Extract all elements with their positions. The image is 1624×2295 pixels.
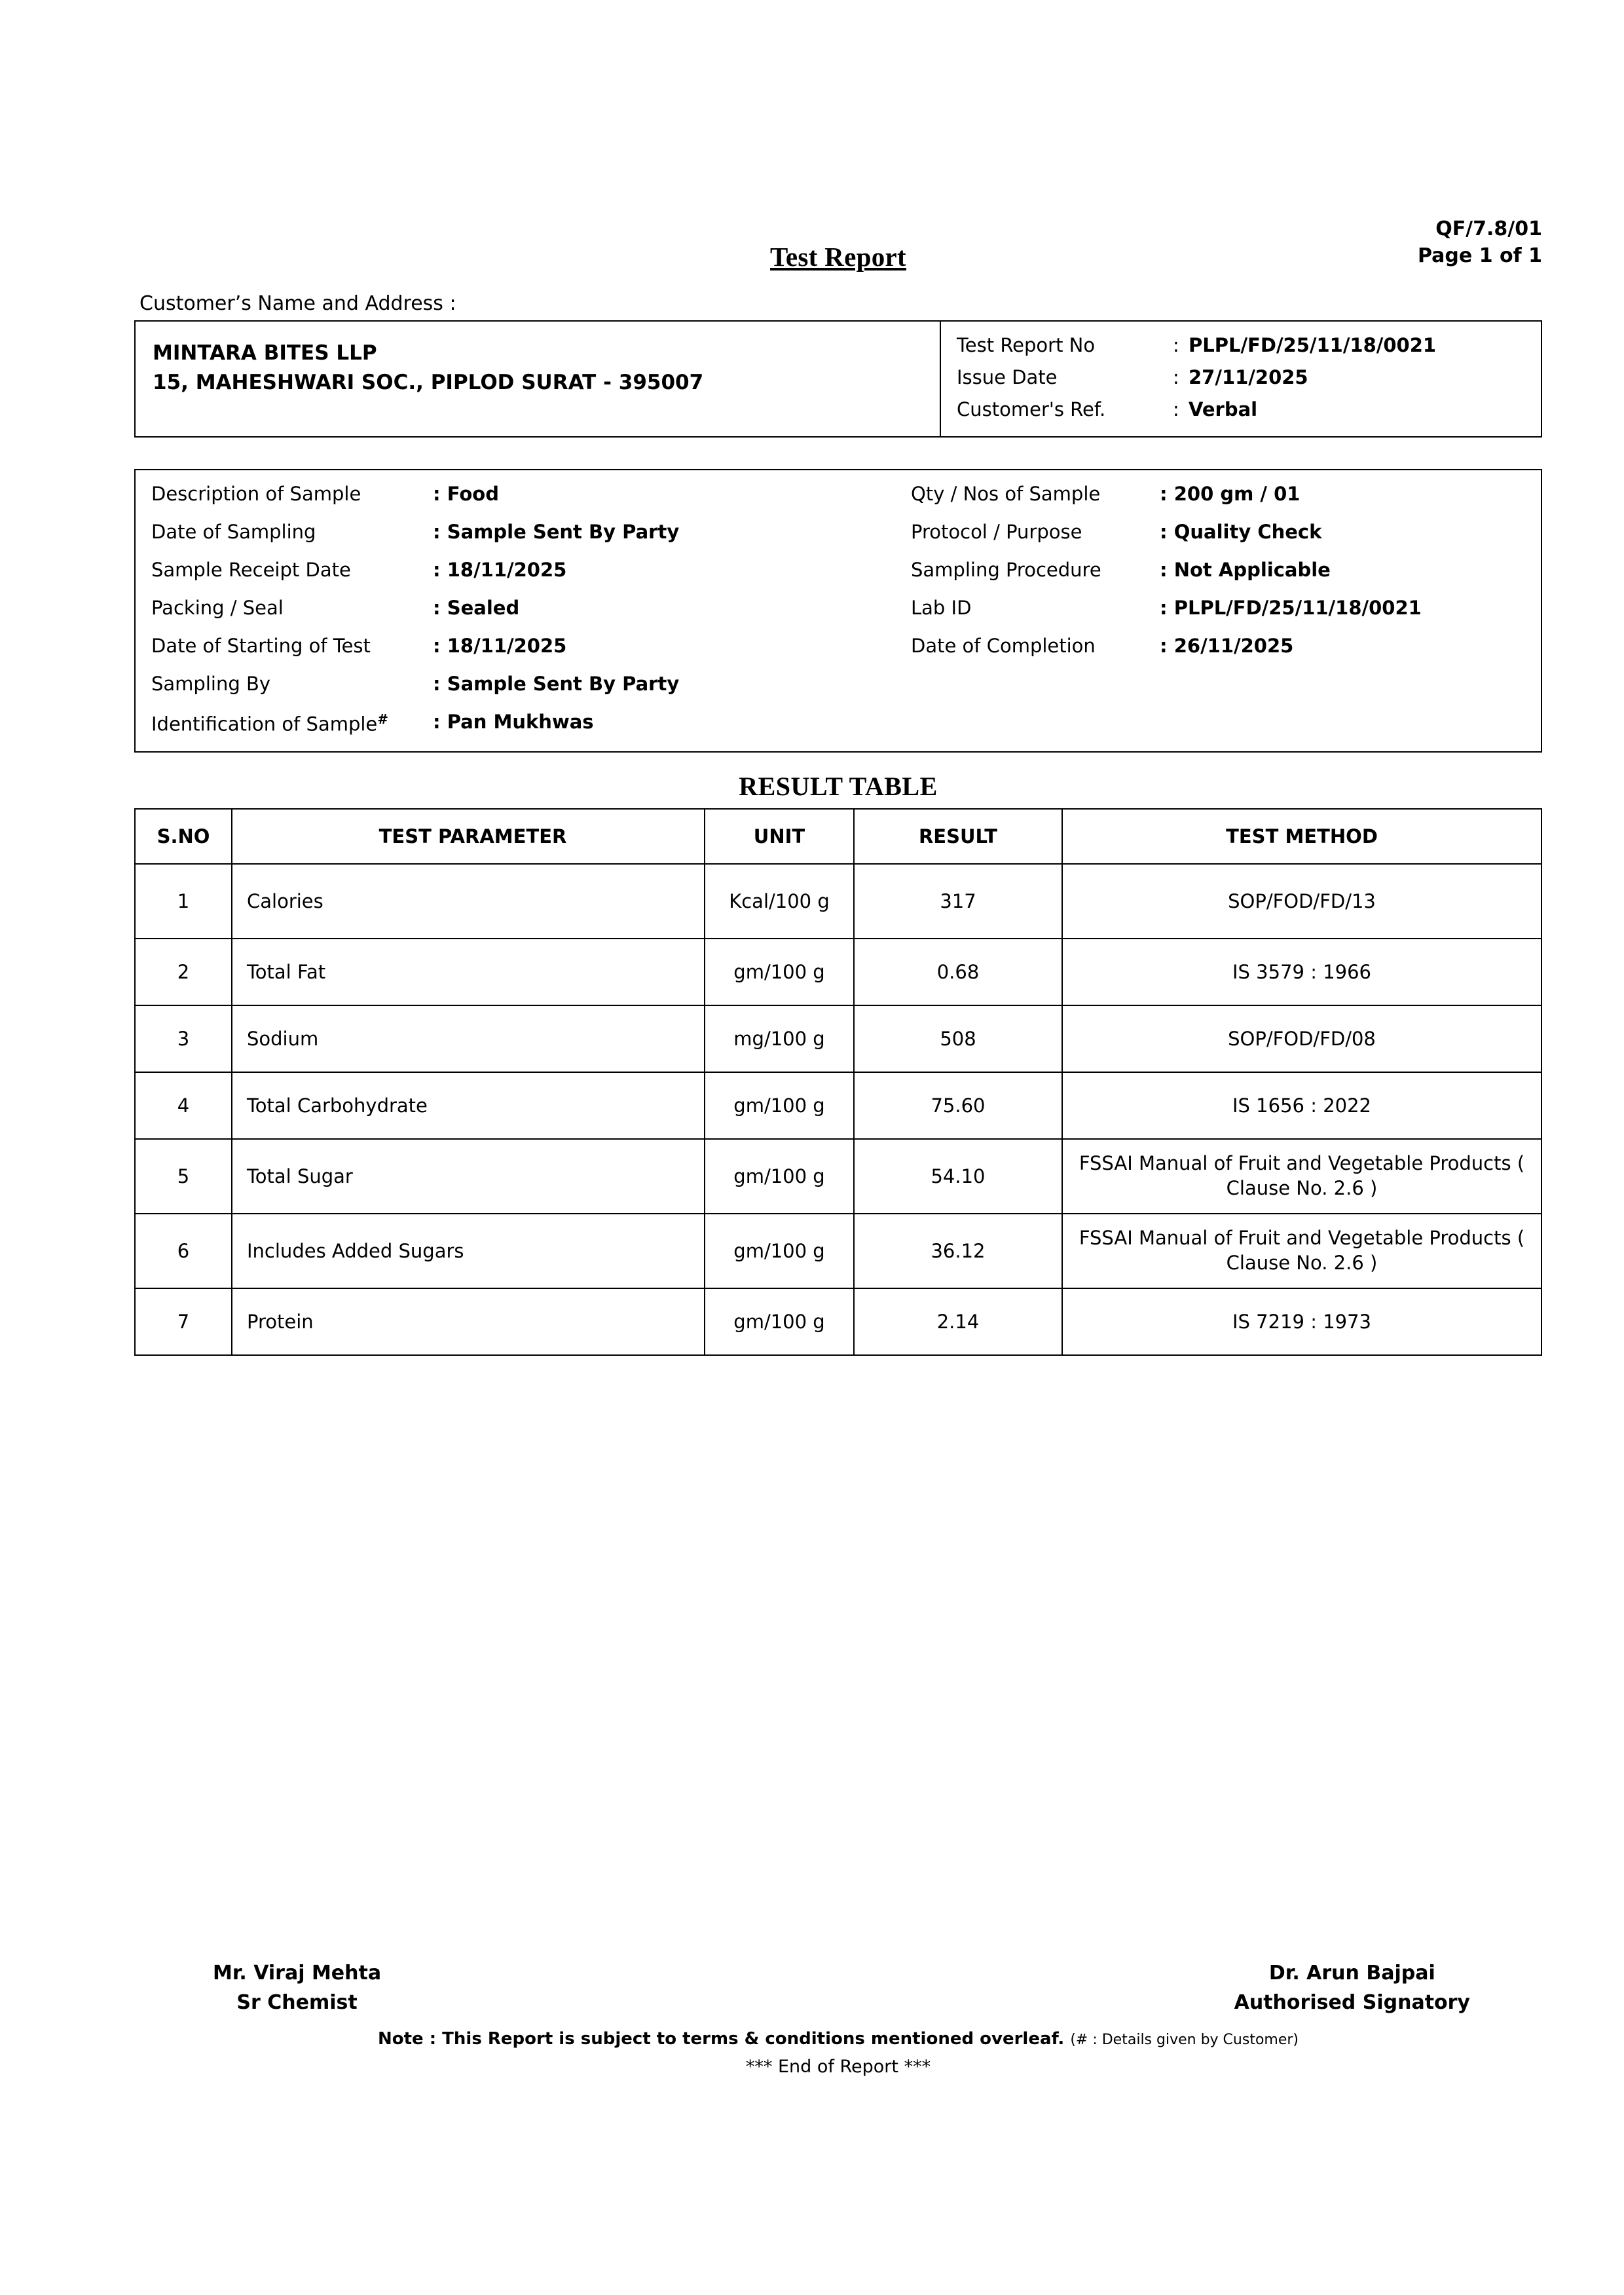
detail-label: Sampling Procedure: [911, 559, 1101, 581]
detail-value: : 26/11/2025: [1160, 635, 1294, 657]
report-sheet: [134, 216, 1542, 2077]
customer-address-block: [136, 322, 940, 436]
cell-parameter: Total Fat: [232, 939, 705, 1005]
detail-date-of-sampling: [151, 523, 911, 542]
column-header-test-parameter: TEST PARAMETER: [232, 809, 705, 864]
column-header-sno: S.NO: [135, 809, 232, 864]
detail-lab-id: [911, 599, 1422, 618]
cell-parameter: Calories: [232, 864, 705, 939]
cell-unit: mg/100 g: [705, 1005, 854, 1072]
page-title-wrap: [134, 216, 1542, 272]
table-row: [135, 1005, 1541, 1072]
cell-parameter: Total Carbohydrate: [232, 1072, 705, 1139]
cell-sno: 7: [135, 1288, 232, 1355]
customer-box: [134, 320, 1542, 438]
cell-method: IS 7219 : 1973: [1062, 1288, 1541, 1355]
meta-row-issue-date: [957, 368, 1541, 387]
detail-packing-seal: [151, 599, 911, 618]
meta-separator: :: [1173, 366, 1179, 388]
cell-unit: gm/100 g: [705, 1288, 854, 1355]
meta-row-customer-ref: [957, 400, 1541, 419]
meta-row-test-report-no: [957, 336, 1541, 355]
column-header-unit: UNIT: [705, 809, 854, 864]
detail-label: Sample Receipt Date: [151, 559, 351, 581]
customer-detail-marker: #: [377, 711, 389, 727]
detail-value: : 200 gm / 01: [1160, 483, 1301, 505]
table-row: [135, 1139, 1541, 1214]
detail-label: Protocol / Purpose: [911, 521, 1082, 543]
result-table-title: RESULT TABLE: [739, 771, 938, 801]
cell-sno: 5: [135, 1139, 232, 1214]
detail-label: Identification of Sample#: [151, 711, 389, 736]
cell-unit: gm/100 g: [705, 1214, 854, 1288]
detail-date-of-starting-of-test: [151, 637, 911, 656]
report-meta-block: [940, 322, 1541, 436]
document-code-block: [1418, 216, 1542, 269]
column-header-test-method: TEST METHOD: [1062, 809, 1541, 864]
page-title: Test Report: [770, 242, 906, 272]
cell-result: 2.14: [854, 1288, 1062, 1355]
detail-value: : Food: [433, 483, 499, 505]
detail-row: [136, 561, 1541, 580]
detail-value: : 18/11/2025: [433, 559, 567, 581]
table-row: [135, 1072, 1541, 1139]
detail-value: : Quality Check: [1160, 521, 1322, 543]
detail-date-of-completion: [911, 637, 1293, 656]
meta-separator: :: [1173, 398, 1179, 420]
cell-parameter: Includes Added Sugars: [232, 1214, 705, 1288]
table-header-row: [135, 809, 1541, 864]
cell-method: FSSAI Manual of Fruit and Vegetable Products ( Clause No. 2.6 ): [1062, 1214, 1541, 1288]
cell-result: 0.68: [854, 939, 1062, 1005]
detail-identification-of-sample: [151, 713, 911, 734]
detail-label: Date of Sampling: [151, 521, 316, 543]
cell-unit: gm/100 g: [705, 1072, 854, 1139]
customer-name: MINTARA BITES LLP: [153, 341, 377, 365]
table-row: [135, 1214, 1541, 1288]
detail-label: Description of Sample: [151, 483, 361, 505]
cell-sno: 3: [135, 1005, 232, 1072]
meta-value: 27/11/2025: [1189, 366, 1308, 388]
signature-chemist: [213, 1958, 381, 2017]
detail-protocol-purpose: [911, 523, 1321, 542]
detail-row: [136, 485, 1541, 504]
detail-value: : Sample Sent By Party: [433, 673, 680, 695]
detail-value: : Pan Mukhwas: [433, 711, 594, 733]
signature-authorised: [1234, 1958, 1470, 2017]
cell-sno: 1: [135, 864, 232, 939]
sample-details-box: [134, 469, 1542, 753]
chemist-role: Sr Chemist: [236, 1991, 358, 2014]
customer-section-label: Customer’s Name and Address :: [139, 292, 456, 315]
detail-row: [136, 523, 1541, 542]
detail-qty-nos-of-sample: [911, 485, 1300, 504]
cell-result: 54.10: [854, 1139, 1062, 1214]
cell-method: IS 3579 : 1966: [1062, 939, 1541, 1005]
detail-row: [136, 713, 1541, 734]
signature-row: [134, 1958, 1542, 2017]
detail-label: Date of Starting of Test: [151, 635, 371, 657]
detail-sampling-procedure: [911, 561, 1331, 580]
customer-address: 15, MAHESHWARI SOC., PIPLOD SURAT - 395007: [153, 370, 704, 394]
table-row: [135, 864, 1541, 939]
cell-method: FSSAI Manual of Fruit and Vegetable Products ( Clause No. 2.6 ): [1062, 1139, 1541, 1214]
chemist-name: Mr. Viraj Mehta: [213, 1962, 382, 1985]
detail-label: Date of Completion: [911, 635, 1096, 657]
meta-label: Issue Date: [957, 366, 1058, 388]
end-of-report: *** End of Report ***: [745, 2057, 931, 2077]
meta-value: PLPL/FD/25/11/18/0021: [1189, 334, 1437, 356]
footer-note-main: Note : This Report is subject to terms & conditions mentioned overleaf.: [378, 2029, 1065, 2049]
cell-method: SOP/FOD/FD/08: [1062, 1005, 1541, 1072]
meta-label: Test Report No: [957, 334, 1096, 356]
detail-row: [136, 637, 1541, 656]
meta-label: Customer's Ref.: [957, 398, 1106, 420]
cell-unit: gm/100 g: [705, 939, 854, 1005]
cell-result: 508: [854, 1005, 1062, 1072]
authorised-role: Authorised Signatory: [1234, 1991, 1470, 2014]
cell-unit: gm/100 g: [705, 1139, 854, 1214]
cell-parameter: Sodium: [232, 1005, 705, 1072]
result-table: [134, 808, 1542, 1356]
cell-result: 317: [854, 864, 1062, 939]
cell-sno: 4: [135, 1072, 232, 1139]
table-row: [135, 939, 1541, 1005]
detail-sampling-by: [151, 675, 911, 694]
detail-row: [136, 675, 1541, 694]
cell-unit: Kcal/100 g: [705, 864, 854, 939]
detail-value: : 18/11/2025: [433, 635, 567, 657]
detail-description-of-sample: [151, 485, 911, 504]
detail-value: : Not Applicable: [1160, 559, 1331, 581]
detail-row: [136, 599, 1541, 618]
detail-label: Lab ID: [911, 597, 972, 619]
cell-sno: 6: [135, 1214, 232, 1288]
cell-parameter: Total Sugar: [232, 1139, 705, 1214]
detail-label: Packing / Seal: [151, 597, 284, 619]
detail-value: : Sealed: [433, 597, 520, 619]
detail-sample-receipt-date: [151, 561, 911, 580]
cell-result: 36.12: [854, 1214, 1062, 1288]
footer-note: [134, 2029, 1542, 2049]
page-number: Page 1 of 1: [1418, 244, 1542, 267]
cell-result: 75.60: [854, 1072, 1062, 1139]
authorised-name: Dr. Arun Bajpai: [1268, 1962, 1435, 1985]
cell-parameter: Protein: [232, 1288, 705, 1355]
detail-label: Sampling By: [151, 673, 271, 695]
form-code: QF/7.8/01: [1435, 217, 1542, 240]
table-row: [135, 1288, 1541, 1355]
cell-method: SOP/FOD/FD/13: [1062, 864, 1541, 939]
detail-value: : Sample Sent By Party: [433, 521, 680, 543]
meta-value: Verbal: [1189, 398, 1258, 420]
report-footer: [134, 1958, 1542, 2077]
detail-value: : PLPL/FD/25/11/18/0021: [1160, 597, 1422, 619]
meta-separator: :: [1173, 334, 1179, 356]
column-header-result: RESULT: [854, 809, 1062, 864]
detail-label: Qty / Nos of Sample: [911, 483, 1101, 505]
cell-method: IS 1656 : 2022: [1062, 1072, 1541, 1139]
footer-note-small: (# : Details given by Customer): [1070, 2032, 1299, 2048]
cell-sno: 2: [135, 939, 232, 1005]
